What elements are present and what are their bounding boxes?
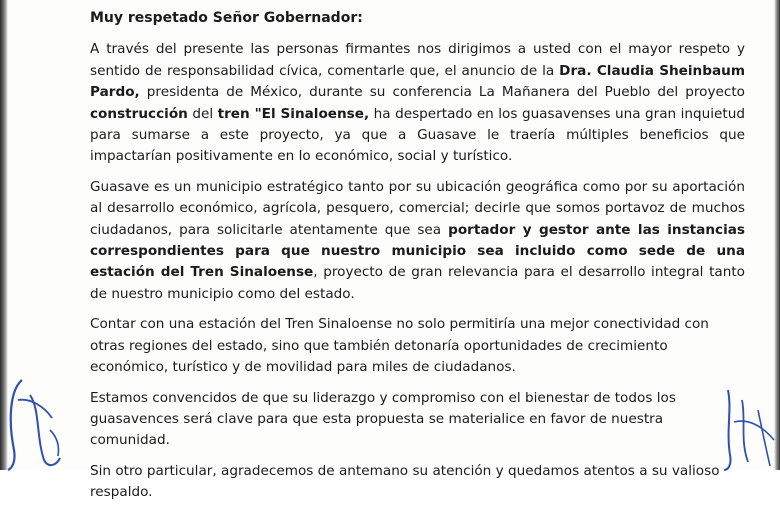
signature-left	[0, 340, 70, 470]
p1-bold-construccion: construcción	[90, 105, 188, 122]
p1-text-c: presidenta de México, durante su conferencia La Mañanera del Pueblo del proyecto	[139, 84, 745, 101]
p2-text-c: , proyecto de gran relevancia para el desarrollo integral tanto de nuestro municipio como del estado.	[90, 264, 745, 302]
signature-right	[670, 370, 780, 470]
paragraph-2	[90, 177, 745, 305]
greeting: Muy respetado Señor Gobernador:	[90, 10, 363, 26]
p1-bold-name: Dra. Claudia Sheinbaum Pardo,	[90, 62, 745, 101]
p1-text-a: A través del presente las personas firmantes nos dirigimos a usted con el mayor respeto y sentido de responsabilidad cívica, comentarle que, el anuncio de la	[90, 41, 745, 79]
letter-body	[90, 8, 745, 513]
p2-bold-request: portador y gestor ante las instancias correspondientes para que nuestro municipio sea incluido como sede de una estación del Tren Sinaloense	[90, 221, 746, 281]
paragraph-5: Sin otro particular, agradecemos de antemano su atención y quedamos atentos a su valioso respaldo.	[90, 462, 720, 501]
p1-text-e: del	[187, 105, 218, 122]
paragraph-1	[90, 39, 745, 167]
p1-bold-tren: tren "El Sinaloense,	[217, 105, 370, 122]
p2-text-a: Guasave es un municipio estratégico tanto por su ubicación geográfica como por su aportación al desarrollo económico, agrícola, pesquero, comercial; decirle que somos portavoz de muchos ciudadanos, para solicitarle atentamente que sea	[90, 178, 745, 238]
paragraph-3: Contar con una estación del Tren Sinaloense no solo permitiría una mejor conectividad con otras regiones del estado, sino que también detonaría oportunidades de crecimiento económico, turístico y de movilidad para miles de ciudadanos.	[90, 316, 709, 376]
paragraph-4: Estamos convencidos de que su liderazgo y compromiso con el bienestar de todos los guasavences será clave para que esta propuesta se materialice en favor de nuestra comunidad.	[90, 389, 676, 449]
p1-text-g: ha despertado en los guasavenses una gran inquietud para sumarse a este proyecto, ya que a Guasave le traería múltiples beneficios que impactarían positivamente en lo económico, social y turístico.	[90, 105, 745, 165]
